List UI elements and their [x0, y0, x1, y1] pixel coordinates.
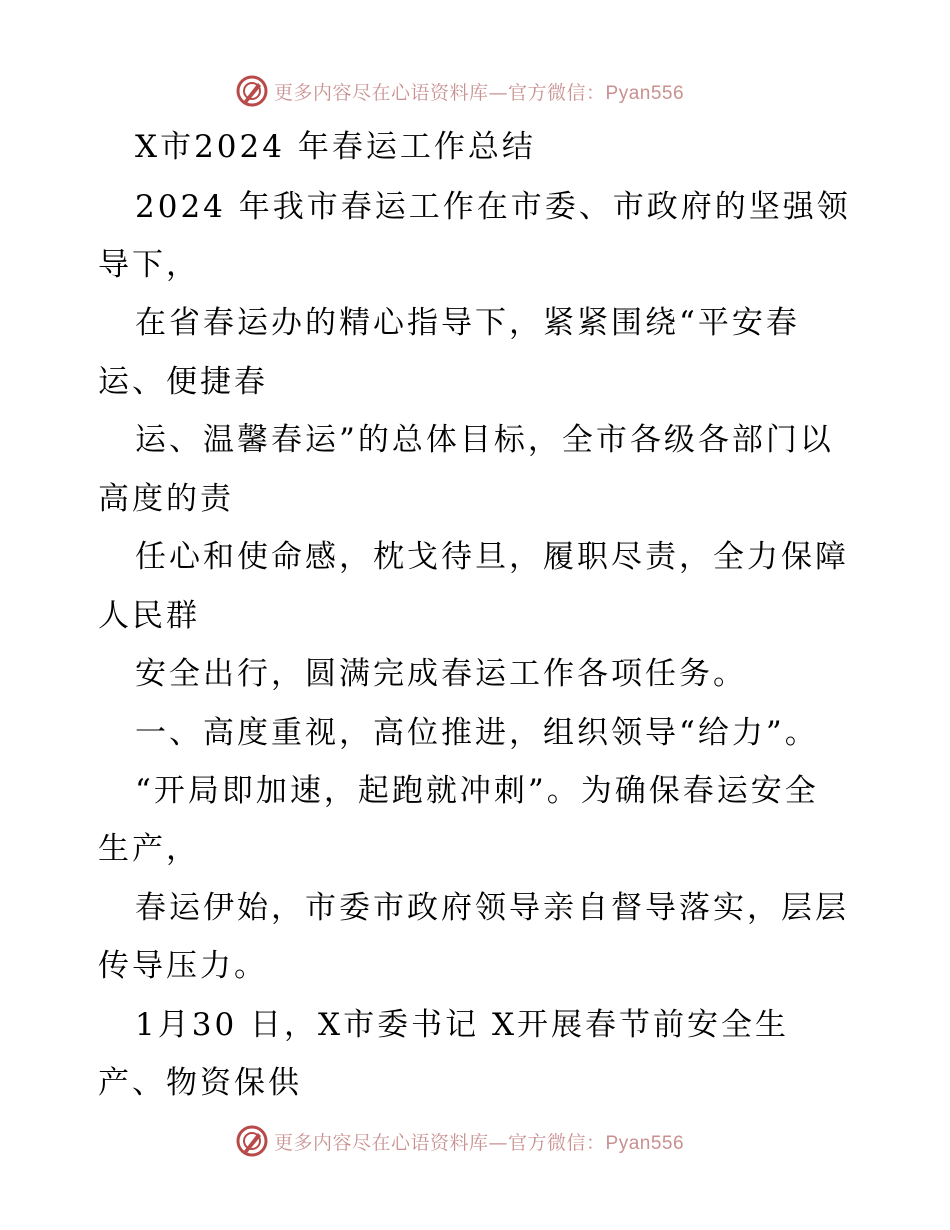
paragraph-line: 春运伊始，市委市政府领导亲自督导落实，层层: [135, 890, 849, 926]
paragraph-line: 运、温馨春运”的总体目标，全市各级各部门以: [135, 422, 834, 458]
paragraph-line: 运、便捷春: [98, 364, 268, 400]
watermark-footer: [236, 1124, 684, 1158]
paragraph-line: “开局即加速，起跑就冲刺”。为确保春运安全: [135, 773, 819, 809]
watermark-text: 更多内容尽在心语资料库—官方微信：Pyan556: [274, 1131, 685, 1154]
paragraph-line: 任心和使命感，枕戈待旦，履职尽责，全力保障: [135, 539, 849, 575]
pen-logo-icon: [236, 1125, 268, 1157]
paragraph-line: 导下，: [98, 247, 200, 283]
paragraph-line: 高度的责: [98, 481, 234, 517]
paragraph-line: 传导压力。: [98, 948, 268, 984]
watermark-header: [236, 74, 684, 108]
paragraph-line: 生产，: [98, 831, 200, 867]
paragraph-line: 人民群: [98, 598, 200, 634]
paragraph-line: 产、物资保供: [98, 1065, 302, 1101]
paragraph-line: 2024 年我市春运工作在市委、市政府的坚强领: [135, 189, 851, 225]
paragraph-line: 1月30 日，X市委书记 X开展春节前安全生: [135, 1007, 790, 1043]
paragraph-line: 在省春运办的精心指导下，紧紧围绕“平安春: [135, 305, 800, 341]
doc-title: X市2024 年春运工作总结: [135, 129, 536, 165]
watermark-text: 更多内容尽在心语资料库—官方微信：Pyan556: [274, 81, 685, 104]
paragraph-line: 安全出行，圆满完成春运工作各项任务。: [135, 656, 747, 692]
section-heading: 一、高度重视，高位推进，组织领导“给力”。: [135, 715, 819, 751]
pen-logo-icon: [236, 75, 268, 107]
